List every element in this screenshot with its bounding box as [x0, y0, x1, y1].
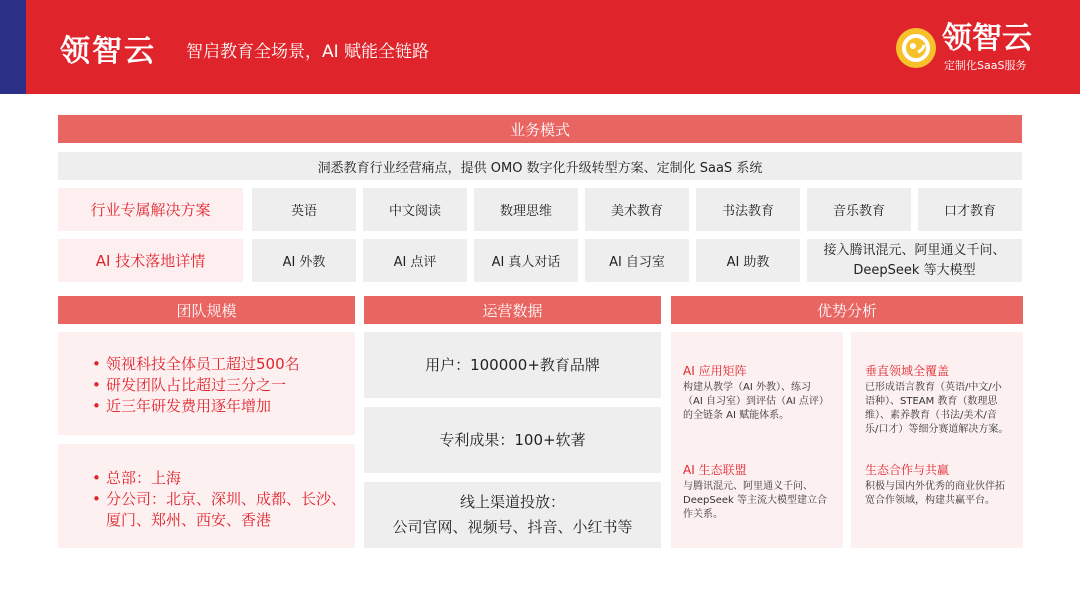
operations-title: 运营数据 [364, 296, 661, 324]
office-hq: • 总部：上海 [92, 468, 355, 489]
ai-cell: AI 自习室 [585, 239, 689, 282]
office-branches [92, 489, 355, 531]
logo-subtitle: 定制化SaaS服务 [944, 59, 1027, 72]
advantage-card-line: 维）、素养教育（书法/美术/音 [865, 410, 997, 421]
stat-users-text: 用户：100000+教育品牌 [425, 355, 600, 374]
stat-users [364, 332, 661, 398]
team-offices-panel [58, 444, 355, 548]
advantage-card-line: 乐/口才）等细分赛道解决方案。 [865, 424, 1009, 435]
advantage-card-line: 语种）、STEAM 教育（数理思 [865, 396, 998, 407]
slogan: 智启教育全场景，AI 赋能全链路 [186, 42, 430, 62]
solution-cell: 中文阅读 [363, 188, 467, 231]
branch-line-1: 分公司：北京、深圳、成都、长沙、 [106, 490, 347, 508]
ai-cell: AI 真人对话 [474, 239, 578, 282]
header-accent-strip [0, 0, 26, 94]
team-stats-panel [58, 332, 355, 435]
row-label-ai: AI 技术落地详情 [58, 239, 243, 282]
solution-cell: 英语 [252, 188, 356, 231]
business-subtitle: 洞悉教育行业经营痛点，提供 OMO 数字化升级转型方案、定制化 SaaS 系统 [58, 152, 1022, 180]
advantage-card-line: 宽合作领域，构建共赢平台。 [865, 495, 995, 506]
solution-cell: 书法教育 [696, 188, 800, 231]
team-bullet: • 领视科技全体员工超过500名 [92, 354, 355, 375]
advantage-card-title: 垂直领域全覆盖 [865, 364, 950, 378]
advantage-card-line: 与腾讯混元、阿里通义千问、 [683, 481, 813, 492]
row-label-solutions: 行业专属解决方案 [58, 188, 243, 231]
team-title: 团队规模 [58, 296, 355, 324]
advantage-card-line: 构建从教学（AI 外教）、练习 [683, 382, 811, 393]
ai-cell: AI 点评 [363, 239, 467, 282]
solution-cell: 数理思维 [474, 188, 578, 231]
advantage-card [683, 362, 837, 423]
advantage-card-title: AI 应用矩阵 [683, 364, 747, 378]
advantage-card-line: 积极与国内外优秀的商业伙伴拓 [865, 481, 1005, 492]
logo-icon [896, 28, 936, 68]
advantages-title: 优势分析 [671, 296, 1023, 324]
advantage-card-line: 的全链条 AI 赋能体系。 [683, 410, 790, 421]
ai-cell: AI 外教 [252, 239, 356, 282]
ai-cell: AI 助教 [696, 239, 800, 282]
advantage-card-line: （AI 自习室）到评估（AI 点评） [683, 396, 829, 407]
advantage-card-title: AI 生态联盟 [683, 463, 747, 477]
stat-patents [364, 407, 661, 473]
advantage-card-line: DeepSeek 等主流大模型建立合 [683, 495, 827, 506]
stat-patents-text: 专利成果：100+软著 [439, 430, 586, 449]
team-bullet: • 近三年研发费用逐年增加 [92, 396, 355, 417]
ai-model-line-1: 接入腾讯混元、阿里通义千问、 [823, 242, 1006, 258]
channel-line-1: 线上渠道投放： [459, 493, 565, 511]
ai-model-cell [807, 239, 1022, 282]
stat-channels [364, 482, 661, 548]
solution-cell: 美术教育 [585, 188, 689, 231]
advantage-card-line: 作关系。 [683, 509, 723, 520]
branch-line-2: 厦门、郑州、西安、香港 [106, 511, 272, 529]
advantage-card [865, 362, 1019, 437]
ai-model-line-2: DeepSeek 等大模型 [853, 262, 976, 278]
advantage-card-title: 生态合作与共赢 [865, 463, 950, 477]
channel-line-2: 公司官网、视频号、抖音、小红书等 [392, 518, 633, 536]
advantage-card [683, 461, 837, 522]
advantage-card [865, 461, 1019, 508]
brand-title: 领智云 [60, 34, 156, 69]
team-bullet: • 研发团队占比超过三分之一 [92, 375, 355, 396]
business-title: 业务模式 [58, 115, 1022, 143]
advantage-card-line: 已形成语言教育（英语/中文/小 [865, 382, 1002, 393]
logo-name: 领智云 [942, 21, 1032, 56]
solution-cell: 音乐教育 [807, 188, 911, 231]
solution-cell: 口才教育 [918, 188, 1022, 231]
